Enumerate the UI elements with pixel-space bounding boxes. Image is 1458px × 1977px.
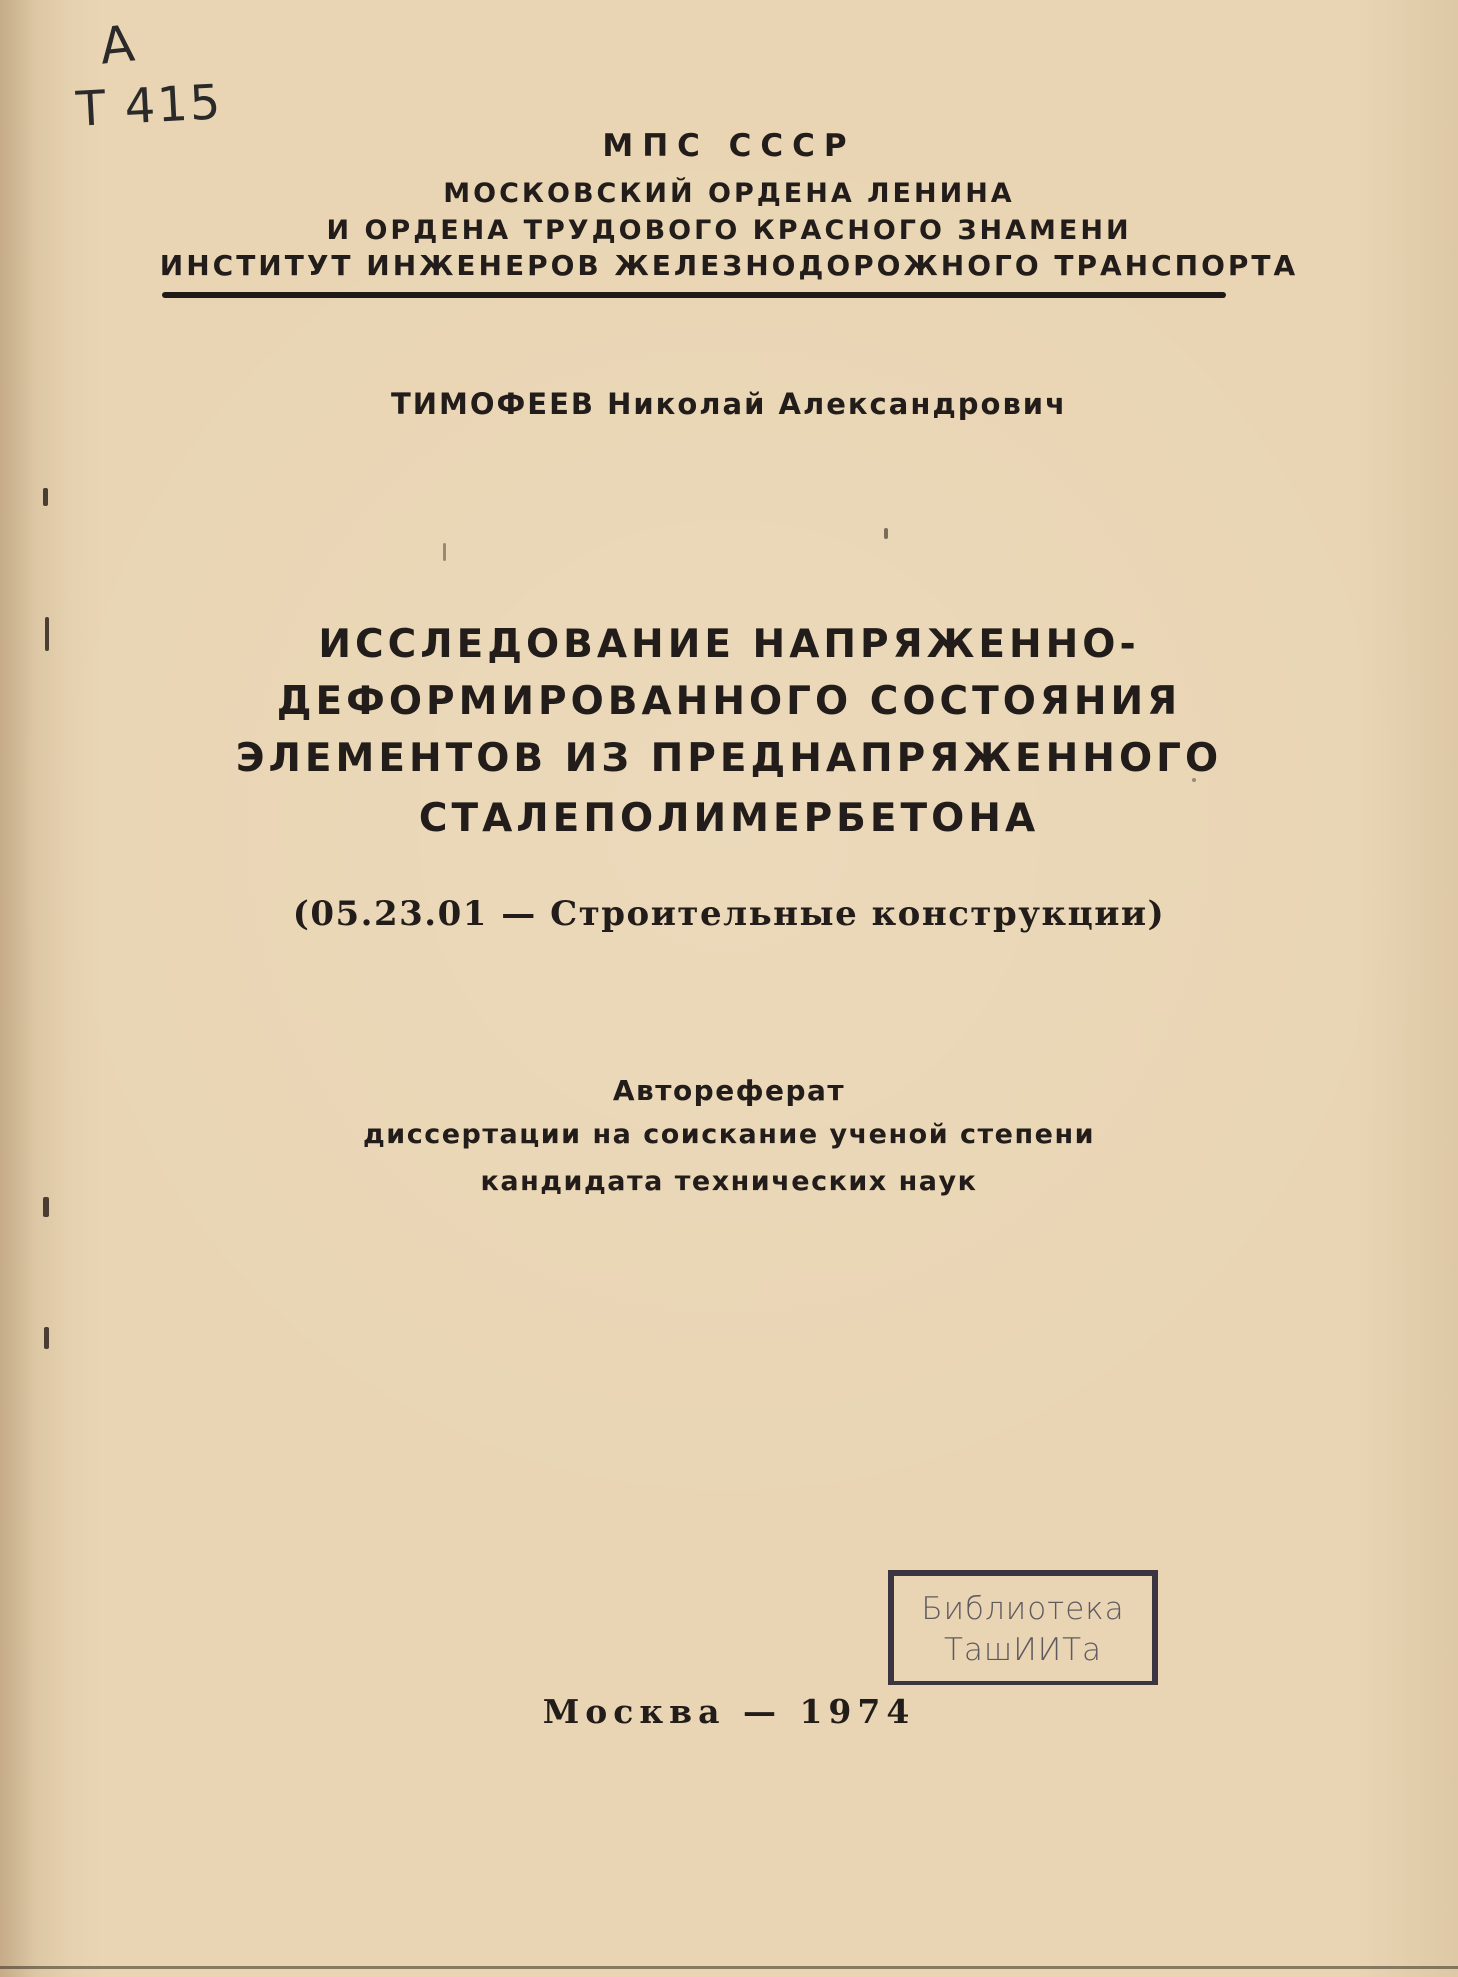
margin-mark — [43, 1197, 49, 1217]
title-line-3: ЭЛЕМЕНТОВ ИЗ ПРЕДНАПРЯЖЕННОГО — [235, 736, 1223, 781]
margin-mark — [43, 488, 48, 506]
institute-line-3: ИНСТИТУТ ИНЖЕНЕРОВ ЖЕЛЕЗНОДОРОЖНОГО ТРАНСПОРТА — [159, 249, 1299, 282]
library-stamp — [888, 1570, 1158, 1685]
page-edge-shadow — [0, 0, 72, 1977]
title-line-1: ИССЛЕДОВАНИЕ НАПРЯЖЕННО- — [318, 622, 1140, 667]
abstract-label: Автореферат — [612, 1074, 846, 1107]
specialty-code: (05.23.01 — Строительные конструкции) — [292, 894, 1166, 934]
institute-line-2: И ОРДЕНА ТРУДОВОГО КРАСНОГО ЗНАМЕНИ — [326, 215, 1132, 246]
author-name: ТИМОФЕЕВ Николай Александрович — [390, 387, 1068, 421]
title-line-2: ДЕФОРМИРОВАННОГО СОСТОЯНИЯ — [276, 679, 1182, 724]
ministry-heading: МПС СССР — [602, 128, 856, 164]
abstract-description-line-2: кандидата технических наук — [480, 1166, 978, 1197]
place-year: Москва — 1974 — [542, 1692, 916, 1731]
abstract-description-line-1: диссертации на соискание ученой степени — [362, 1119, 1096, 1150]
title-line-4: СТАЛЕПОЛИМЕРБЕТОНА — [418, 796, 1040, 841]
header-divider — [162, 292, 1226, 298]
speck-mark — [443, 543, 446, 561]
margin-mark — [44, 1327, 49, 1349]
institute-line-1: МОСКОВСКИЙ ОРДЕНА ЛЕНИНА — [443, 178, 1015, 209]
stamp-line-2: ТашИИТа — [943, 1632, 1103, 1668]
scan-bottom-edge — [0, 1966, 1458, 1969]
handwritten-note-line-2: Т 415 — [74, 74, 224, 138]
stamp-line-1: Библиотека — [921, 1591, 1125, 1627]
speck-mark — [884, 528, 888, 539]
handwritten-note-line-1: А — [97, 14, 138, 76]
